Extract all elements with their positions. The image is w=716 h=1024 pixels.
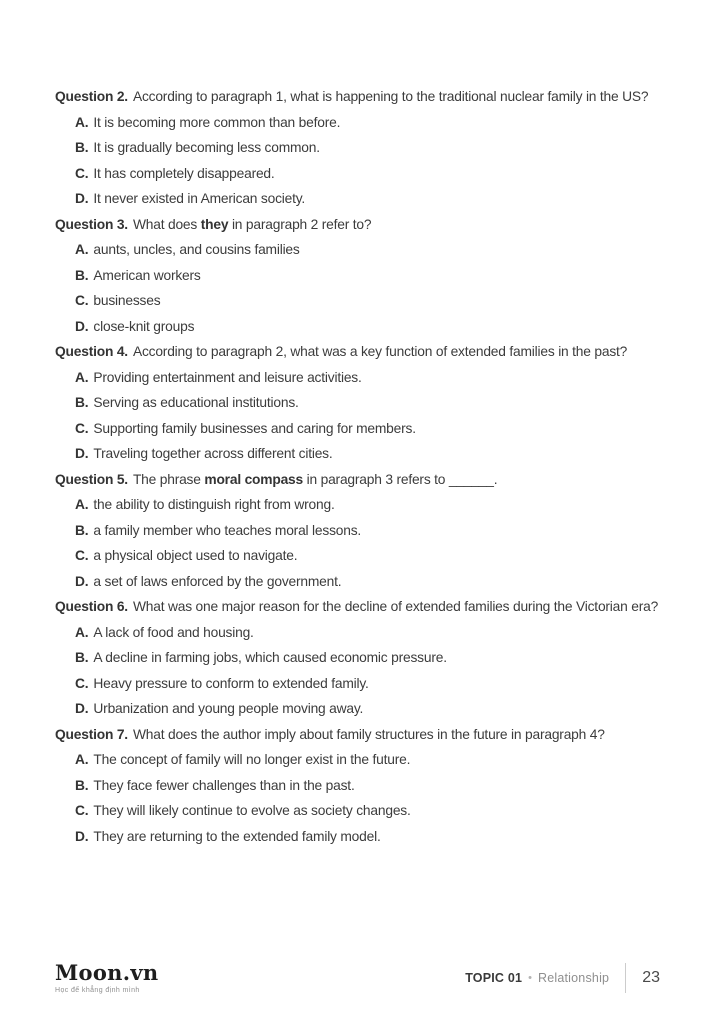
option-text: Supporting family businesses and caring for members. xyxy=(93,420,416,436)
brand-tagline: Học để khẳng định mình xyxy=(55,987,140,994)
question-stem: What does xyxy=(132,216,201,232)
option xyxy=(55,800,661,821)
option-letter: C. xyxy=(75,293,89,308)
question-label: Question 4. xyxy=(55,344,128,359)
option xyxy=(55,443,661,464)
question-stem-bold: moral compass xyxy=(204,471,303,487)
option xyxy=(55,392,661,413)
option-letter: D. xyxy=(75,446,89,461)
option xyxy=(55,239,661,260)
question-stem: in paragraph 2 refer to? xyxy=(228,216,372,232)
option-letter: D. xyxy=(75,191,89,206)
option xyxy=(55,775,661,796)
option-text: The concept of family will no longer exist in the future. xyxy=(93,752,411,767)
option-letter: A. xyxy=(75,752,89,767)
option-letter: B. xyxy=(75,140,89,155)
option xyxy=(55,520,661,541)
footer-divider xyxy=(625,963,626,993)
option xyxy=(55,698,661,719)
question-stem: What does the author imply about family structures in the future in paragraph 4? xyxy=(132,726,605,742)
option-letter: B. xyxy=(75,522,89,538)
question-stem: What was one major reason for the decline of extended families during the Victorian era? xyxy=(132,599,659,614)
option xyxy=(55,316,661,337)
option-text: It never existed in American society. xyxy=(93,191,306,206)
question-text xyxy=(55,469,661,490)
option-text: Heavy pressure to conform to extended family. xyxy=(93,675,369,691)
question-text xyxy=(55,86,661,107)
brand-logo xyxy=(55,962,158,994)
question-stem: The phrase xyxy=(132,471,205,487)
question-block xyxy=(55,469,661,592)
question-label: Question 7. xyxy=(55,726,128,742)
option-text: close-knit groups xyxy=(93,318,195,334)
question-text xyxy=(55,724,661,745)
option-text: They are returning to the extended family model. xyxy=(93,828,381,844)
topic-bullet: • xyxy=(528,972,532,984)
question-stem-bold: they xyxy=(200,216,229,232)
option xyxy=(55,137,661,158)
option xyxy=(55,494,661,515)
question-label: Question 3. xyxy=(55,216,128,232)
question-text xyxy=(55,214,661,235)
option-letter: A. xyxy=(75,497,89,512)
option-text: They face fewer challenges than in the past. xyxy=(93,777,355,793)
option-letter: C. xyxy=(75,165,89,181)
option-letter: B. xyxy=(75,650,89,665)
option-letter: C. xyxy=(75,803,89,818)
option-text: Serving as educational institutions. xyxy=(93,395,299,410)
question-block xyxy=(55,724,661,847)
option-text: They will likely continue to evolve as society changes. xyxy=(93,803,411,818)
option xyxy=(55,826,661,847)
option-text: Providing entertainment and leisure activities. xyxy=(93,369,362,385)
option-text: Traveling together across different cities. xyxy=(93,446,333,461)
option-letter: C. xyxy=(75,675,89,691)
option-text: Urbanization and young people moving away. xyxy=(93,701,364,716)
option-letter: A. xyxy=(75,624,89,640)
option-text: It has completely disappeared. xyxy=(93,165,275,181)
question-label: Question 6. xyxy=(55,599,128,614)
option xyxy=(55,163,661,184)
option-text: businesses xyxy=(93,293,161,308)
option-text: a family member who teaches moral lessons. xyxy=(93,522,362,538)
option-letter: B. xyxy=(75,777,89,793)
brand-title: Moon.vn xyxy=(55,960,159,985)
option xyxy=(55,290,661,311)
footer-topic-name: Relationship xyxy=(538,971,610,985)
option-text: A decline in farming jobs, which caused economic pressure. xyxy=(93,650,447,665)
option-text: American workers xyxy=(93,267,201,283)
page-footer xyxy=(55,962,660,994)
option-letter: A. xyxy=(75,242,89,257)
option xyxy=(55,265,661,286)
option-letter: B. xyxy=(75,395,89,410)
option-letter: C. xyxy=(75,420,89,436)
option-text: It is becoming more common than before. xyxy=(93,114,341,130)
option-letter: A. xyxy=(75,369,89,385)
question-block xyxy=(55,214,661,337)
option xyxy=(55,749,661,770)
option xyxy=(55,367,661,388)
question-block xyxy=(55,596,661,719)
option-letter: A. xyxy=(75,114,89,130)
question-label: Question 2. xyxy=(55,89,128,104)
question-stem: According to paragraph 1, what is happening to the traditional nuclear family in the US? xyxy=(132,89,649,104)
question-stem: in paragraph 3 refers to ______. xyxy=(303,471,498,487)
option-text: a set of laws enforced by the government. xyxy=(93,573,342,589)
option-letter: B. xyxy=(75,267,89,283)
questions-area xyxy=(55,86,661,851)
footer-topic-label: TOPIC 01 xyxy=(465,971,523,985)
option xyxy=(55,112,661,133)
option xyxy=(55,673,661,694)
option xyxy=(55,571,661,592)
option-letter: D. xyxy=(75,828,89,844)
option-letter: C. xyxy=(75,548,89,563)
question-block xyxy=(55,341,661,464)
option-text: a physical object used to navigate. xyxy=(93,548,298,563)
option-letter: D. xyxy=(75,701,89,716)
option xyxy=(55,622,661,643)
option-letter: D. xyxy=(75,318,89,334)
question-label: Question 5. xyxy=(55,471,128,487)
page-number: 23 xyxy=(642,969,660,986)
question-block xyxy=(55,86,661,209)
option xyxy=(55,545,661,566)
option xyxy=(55,418,661,439)
option-text: A lack of food and housing. xyxy=(93,624,254,640)
option xyxy=(55,188,661,209)
footer-topic-area xyxy=(465,963,660,993)
option-text: the ability to distinguish right from wrong. xyxy=(93,497,335,512)
option-text: It is gradually becoming less common. xyxy=(93,140,320,155)
option xyxy=(55,647,661,668)
question-text xyxy=(55,596,661,617)
option-text: aunts, uncles, and cousins families xyxy=(93,242,300,257)
question-stem: According to paragraph 2, what was a key function of extended families in the past? xyxy=(132,344,628,359)
option-letter: D. xyxy=(75,573,89,589)
question-text xyxy=(55,341,661,362)
